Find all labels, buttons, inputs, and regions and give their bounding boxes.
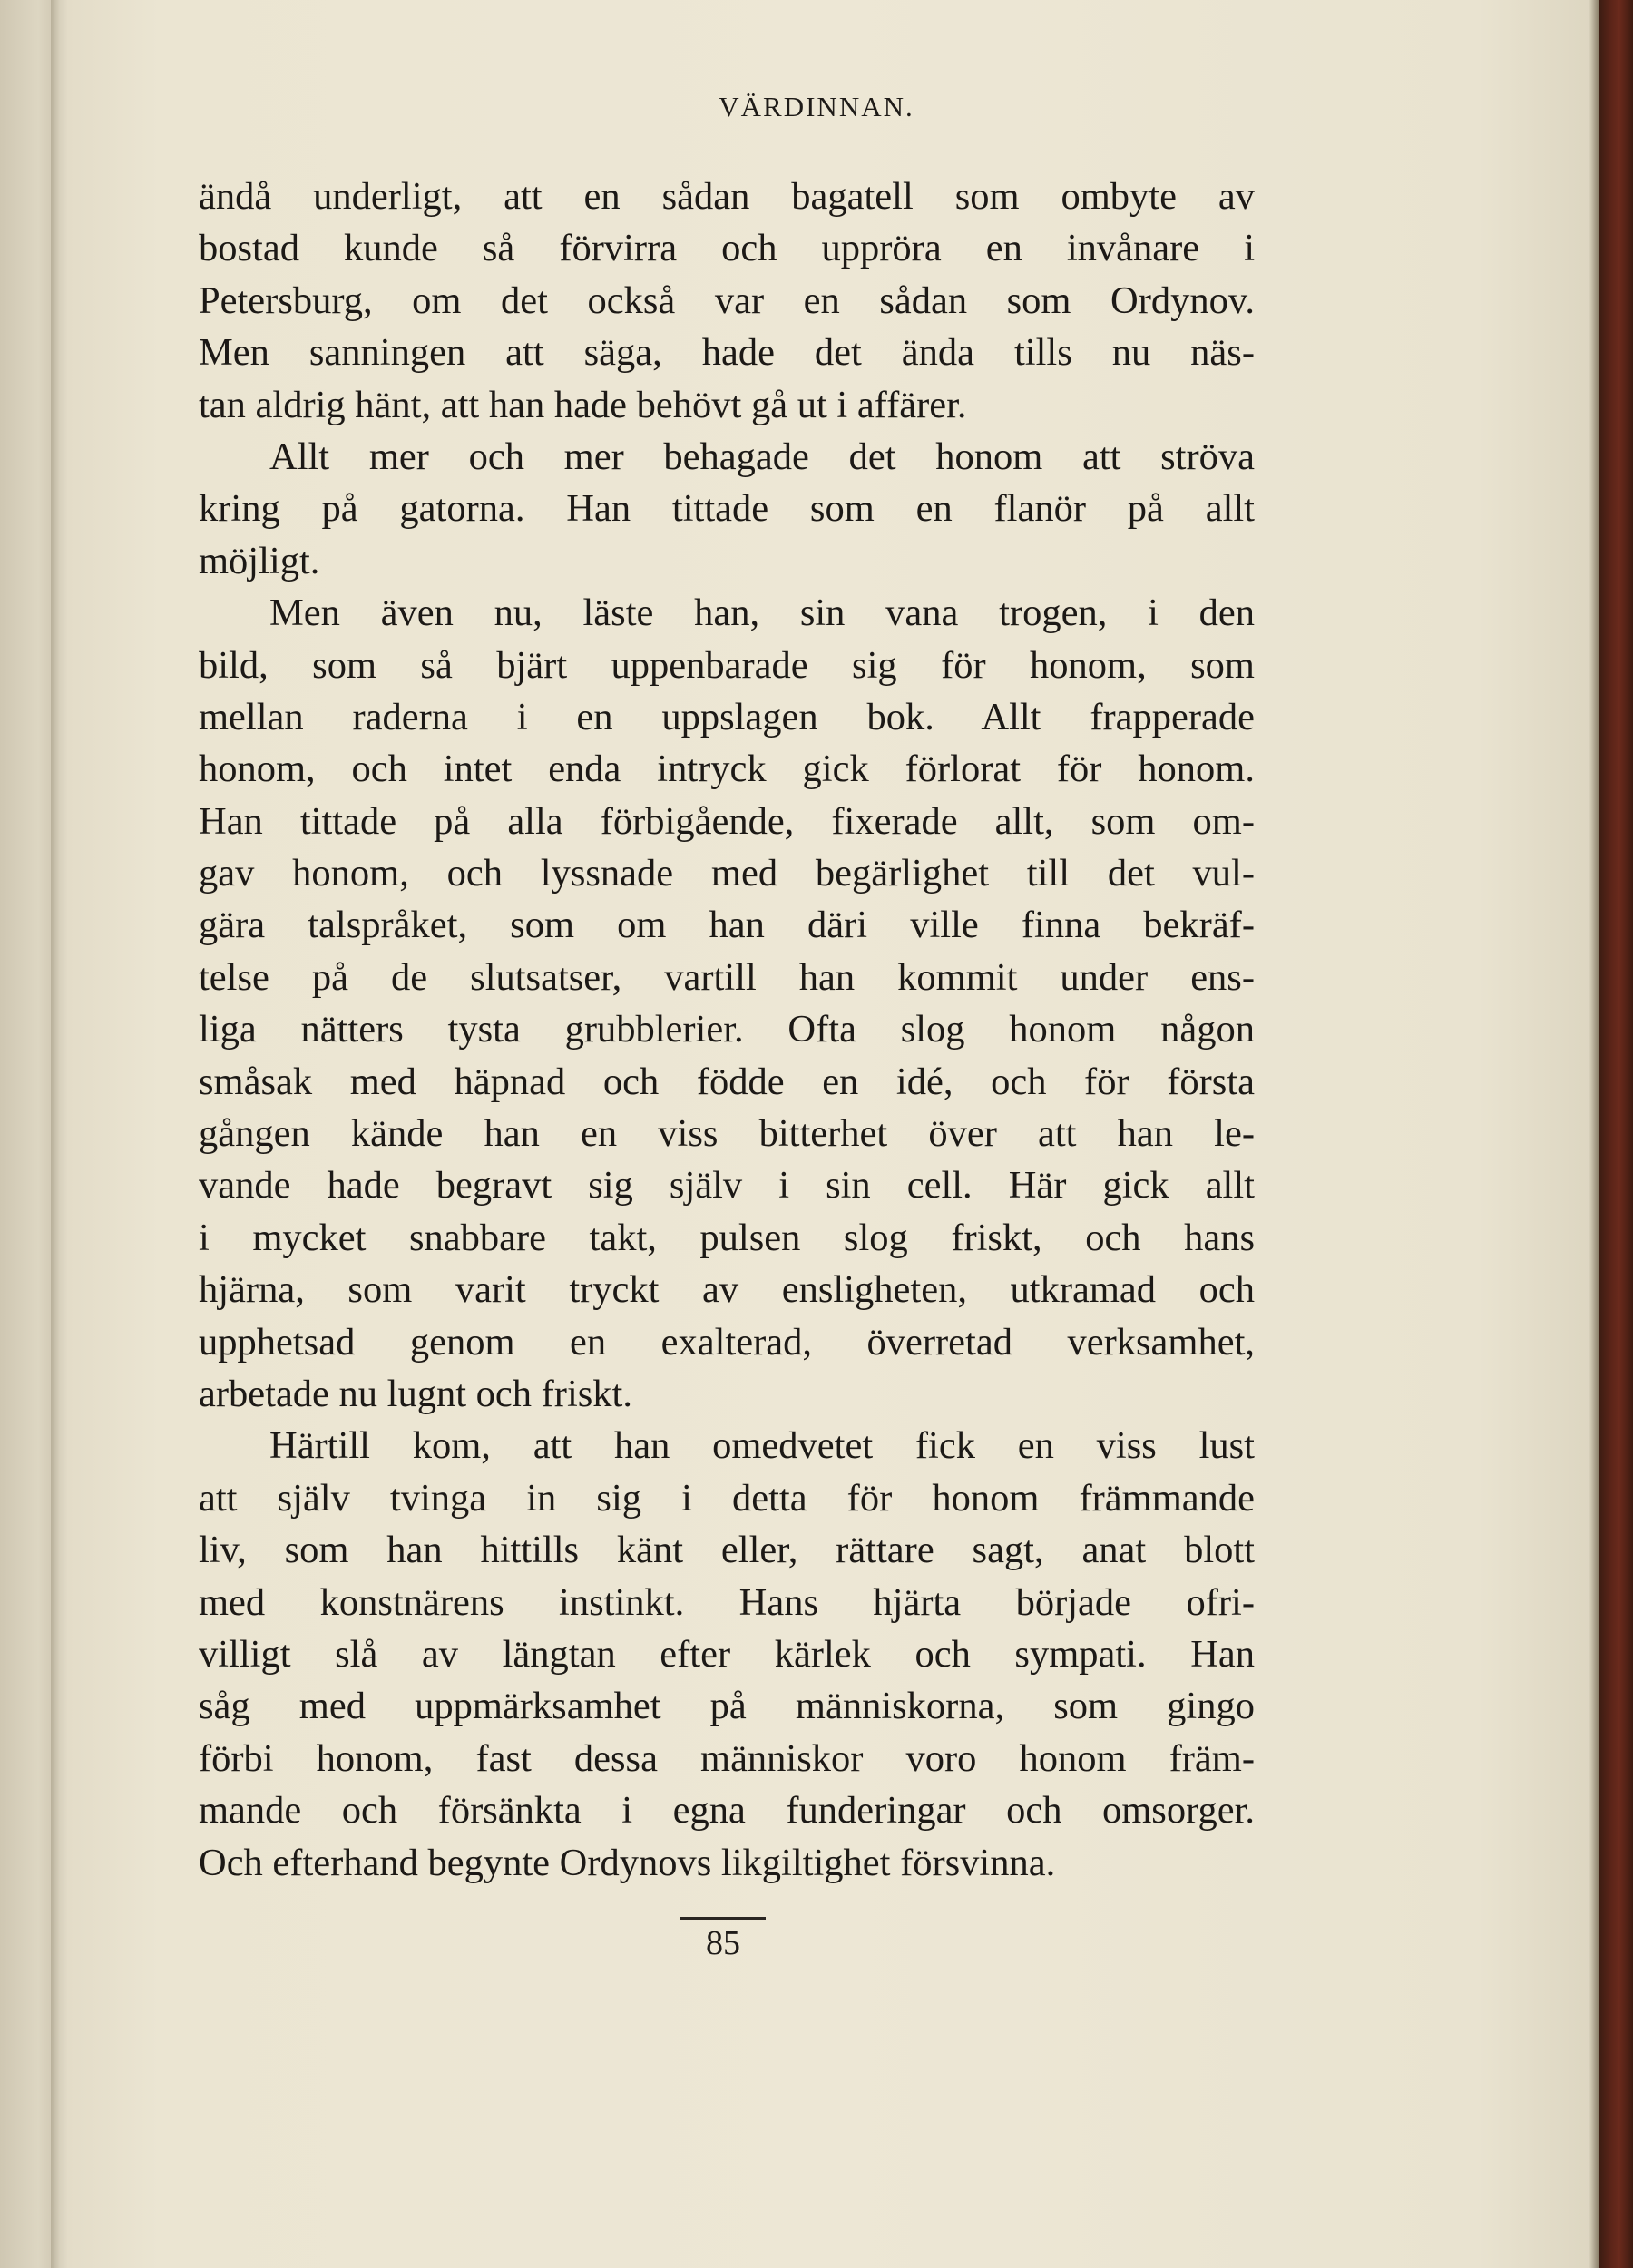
text-line: Och efterhand begynte Ordynovs likgiltighet försvinna.	[199, 1841, 1056, 1884]
text-line: vande hade begravt sig själv i sin cell. Här gick allt	[199, 1164, 1255, 1207]
paragraph	[199, 1420, 1255, 1889]
text-line: Härtill kom, att han omedvetet fick en viss lust	[269, 1424, 1255, 1468]
text-line: hjärna, som varit tryckt av ensligheten, utkramad och	[199, 1268, 1255, 1312]
text-line: telse på de slutsatser, vartill han kommit under ens-	[199, 955, 1255, 999]
text-line: kring på gatorna. Han tittade som en flanör på allt	[199, 487, 1255, 531]
folio-rule	[680, 1917, 766, 1920]
paragraph	[199, 171, 1255, 431]
body-text	[199, 171, 1255, 1889]
text-line: såg med uppmärksamhet på människorna, som gingo	[199, 1685, 1255, 1728]
running-head: VÄRDINNAN.	[719, 91, 914, 122]
page-edge-shadow	[1589, 0, 1599, 2268]
paragraph	[199, 587, 1255, 1420]
text-line: mande och försänkta i egna funderingar och omsorger.	[199, 1789, 1255, 1833]
text-line: upphetsad genom en exalterad, överretad verksamhet,	[199, 1320, 1255, 1364]
text-line: Allt mer och mer behagade det honom att ströva	[269, 435, 1255, 478]
book-cover-edge	[1599, 0, 1633, 2268]
paragraph	[199, 431, 1255, 587]
page-number: 85	[706, 1924, 740, 1962]
text-line: ändå underligt, att en sådan bagatell som ombyte av	[199, 175, 1255, 218]
text-line: bild, som så bjärt uppenbarade sig för honom, som	[199, 643, 1255, 687]
text-line: Petersburg, om det också var en sådan som Ordynov.	[199, 279, 1255, 322]
text-line: Men även nu, läste han, sin vana trogen, i den	[269, 591, 1255, 635]
text-line: förbi honom, fast dessa människor voro honom främ-	[199, 1736, 1255, 1780]
text-line: tan aldrig hänt, att han hade behövt gå ut i affärer.	[199, 383, 967, 426]
text-line: mellan raderna i en uppslagen bok. Allt frapperade	[199, 695, 1255, 738]
text-line: liv, som han hittills känt eller, rättare sagt, anat blott	[199, 1529, 1255, 1572]
text-line: att själv tvinga in sig i detta för honom främmande	[199, 1476, 1255, 1520]
text-line: Men sanningen att säga, hade det ända tills nu näs-	[199, 331, 1255, 375]
text-line: gära talspråket, som om han däri ville finna bekräf-	[199, 904, 1255, 947]
text-line: liga nätters tysta grubblerier. Ofta slog honom någon	[199, 1008, 1255, 1051]
text-line: villigt slå av längtan efter kärlek och sympati. Han	[199, 1632, 1255, 1676]
text-line: gången kände han en viss bitterhet över att han le-	[199, 1112, 1255, 1156]
text-line: Han tittade på alla förbigående, fixerade allt, som om-	[199, 799, 1255, 843]
text-line: gav honom, och lyssnade med begärlighet till det vul-	[199, 852, 1255, 895]
text-line: möjligt.	[199, 539, 320, 582]
text-line: honom, och intet enda intryck gick förlorat för honom.	[199, 748, 1255, 791]
text-line: arbetade nu lugnt och friskt.	[199, 1372, 632, 1415]
text-line: i mycket snabbare takt, pulsen slog friskt, och hans	[199, 1216, 1255, 1259]
text-line: småsak med häpnad och födde en idé, och för första	[199, 1060, 1255, 1103]
text-line: med konstnärens instinkt. Hans hjärta började ofri-	[199, 1580, 1255, 1624]
text-line: bostad kunde så förvirra och uppröra en invånare i	[199, 227, 1255, 270]
